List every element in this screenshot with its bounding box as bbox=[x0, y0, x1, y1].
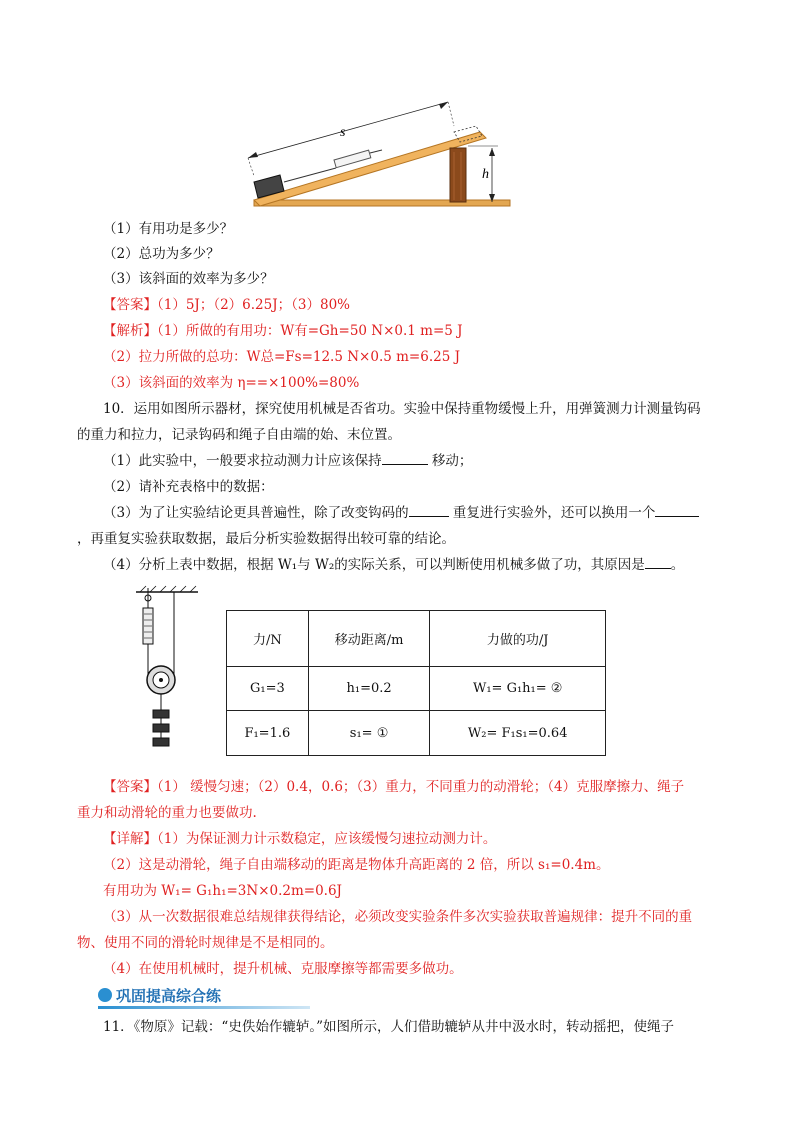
q10-sub3-text-a: （3）为了让实验结论更具普遍性，除了改变钩码的 bbox=[103, 505, 409, 521]
table-cell: s₁= ① bbox=[308, 711, 430, 756]
q10-sub4-text-b: 。 bbox=[670, 557, 685, 573]
table-cell: W₂= F₁s₁=0.64 bbox=[430, 711, 606, 756]
table-header-row bbox=[227, 611, 606, 667]
q10-detail-6: （4）在使用机械时，提升机械、克服摩擦等都需要多做功。 bbox=[103, 961, 463, 977]
q10-detail-5: 物、使用不同的滑轮时规律是不是相同的。 bbox=[77, 935, 334, 951]
q10-sub1-text-a: （1）此实验中，一般要求拉动测力计应该保持 bbox=[103, 453, 382, 469]
table-cell: h₁=0.2 bbox=[308, 666, 430, 711]
q10-answer-1: 【答案】（1） 缓慢匀速；（2）0.4，0.6；（3）重力，不同重力的动滑轮；（4）克服摩擦力、绳子 bbox=[103, 779, 685, 795]
pulley-figure bbox=[128, 584, 208, 756]
section-title: 巩固提高综合练 bbox=[116, 986, 222, 1005]
label-s: s bbox=[340, 125, 346, 140]
label-h: h bbox=[482, 167, 489, 182]
q9-analysis-2: （2）拉力所做的总功：W总=Fs=12.5 N×0.5 m=6.25 J bbox=[103, 349, 460, 365]
q10-detail-1: 【详解】（1）为保证测力计示数稳定，应该缓慢匀速拉动测力计。 bbox=[103, 831, 497, 847]
table-header: 移动距离/m bbox=[308, 611, 430, 667]
section-heading bbox=[98, 984, 310, 1006]
q9-sub2: （2）总功为多少？ bbox=[103, 246, 220, 262]
table-header: 力做的功/J bbox=[430, 611, 606, 667]
q10-detail-3: 有用功为 W₁= G₁h₁=3N×0.2m=0.6J bbox=[103, 883, 342, 899]
section-underline bbox=[98, 1006, 310, 1009]
table-cell: F₁=1.6 bbox=[227, 711, 309, 756]
table-cell: G₁=3 bbox=[227, 666, 309, 711]
q10-stem-2: 的重力和拉力，记录钩码和绳子自由端的始、末位置。 bbox=[77, 427, 401, 443]
q10-sub2: （2）请补充表格中的数据： bbox=[103, 479, 274, 495]
blank-3[interactable] bbox=[655, 516, 699, 517]
blank-1[interactable] bbox=[382, 464, 428, 465]
q9-sub1: （1）有用功是多少？ bbox=[103, 221, 234, 237]
table-row bbox=[227, 666, 606, 711]
q10-sub3-text-b: 重复进行实验外，还可以换用一个 bbox=[448, 505, 656, 521]
q10-sub4-text-a: （4）分析上表中数据，根据 W₁与 W₂的实际关系，可以判断使用机械多做了功，其原因是 bbox=[103, 557, 645, 573]
table-cell: W₁= G₁h₁= ② bbox=[430, 666, 606, 711]
table-row bbox=[227, 711, 606, 756]
blank-4[interactable] bbox=[645, 568, 671, 569]
incline-figure bbox=[240, 96, 520, 214]
q9-analysis-1: 【解析】（1）所做的有用功：W有=Gh=50 N×0.1 m=5 J bbox=[103, 323, 463, 339]
blank-2[interactable] bbox=[409, 516, 449, 517]
q10-answer-2: 重力和动滑轮的重力也要做功. bbox=[77, 805, 257, 821]
q9-analysis-3: （3）该斜面的效率为 η==×100%=80% bbox=[103, 375, 360, 391]
q10-stem-1: 10．运用如图所示器材，探究使用机械是否省功。实验中保持重物缓慢上升，用弹簧测力计测量钩码 bbox=[103, 401, 701, 417]
q9-sub3: （3）该斜面的效率为多少？ bbox=[103, 271, 274, 287]
table-header: 力/N bbox=[227, 611, 309, 667]
q11-stem-1: 11．《物原》记载：“史佚始作辘轳。”如图所示，人们借助辘轳从井中汲水时，转动摇把，使绳子 bbox=[103, 1019, 674, 1035]
q10-sub3-cont: ，再重复实验获取数据，最后分析实验数据得出较可靠的结论。 bbox=[77, 531, 455, 547]
q9-answer: 【答案】（1）5J；（2）6.25J；（3）80% bbox=[103, 297, 350, 313]
bullet-icon bbox=[98, 988, 112, 1002]
q10-sub1 bbox=[103, 450, 472, 472]
q10-detail-2: （2）这是动滑轮，绳子自由端移动的距离是物体升高距离的 2 倍，所以 s₁=0.4m。 bbox=[103, 857, 610, 873]
q10-sub4 bbox=[103, 554, 684, 576]
q10-sub3 bbox=[103, 502, 699, 524]
q10-detail-4: （3）从一次数据很难总结规律获得结论，必须改变实验条件多次实验获取普遍规律：提升不同的重 bbox=[103, 909, 693, 925]
q10-sub1-text-b: 移动； bbox=[427, 453, 473, 469]
data-table bbox=[226, 610, 606, 756]
